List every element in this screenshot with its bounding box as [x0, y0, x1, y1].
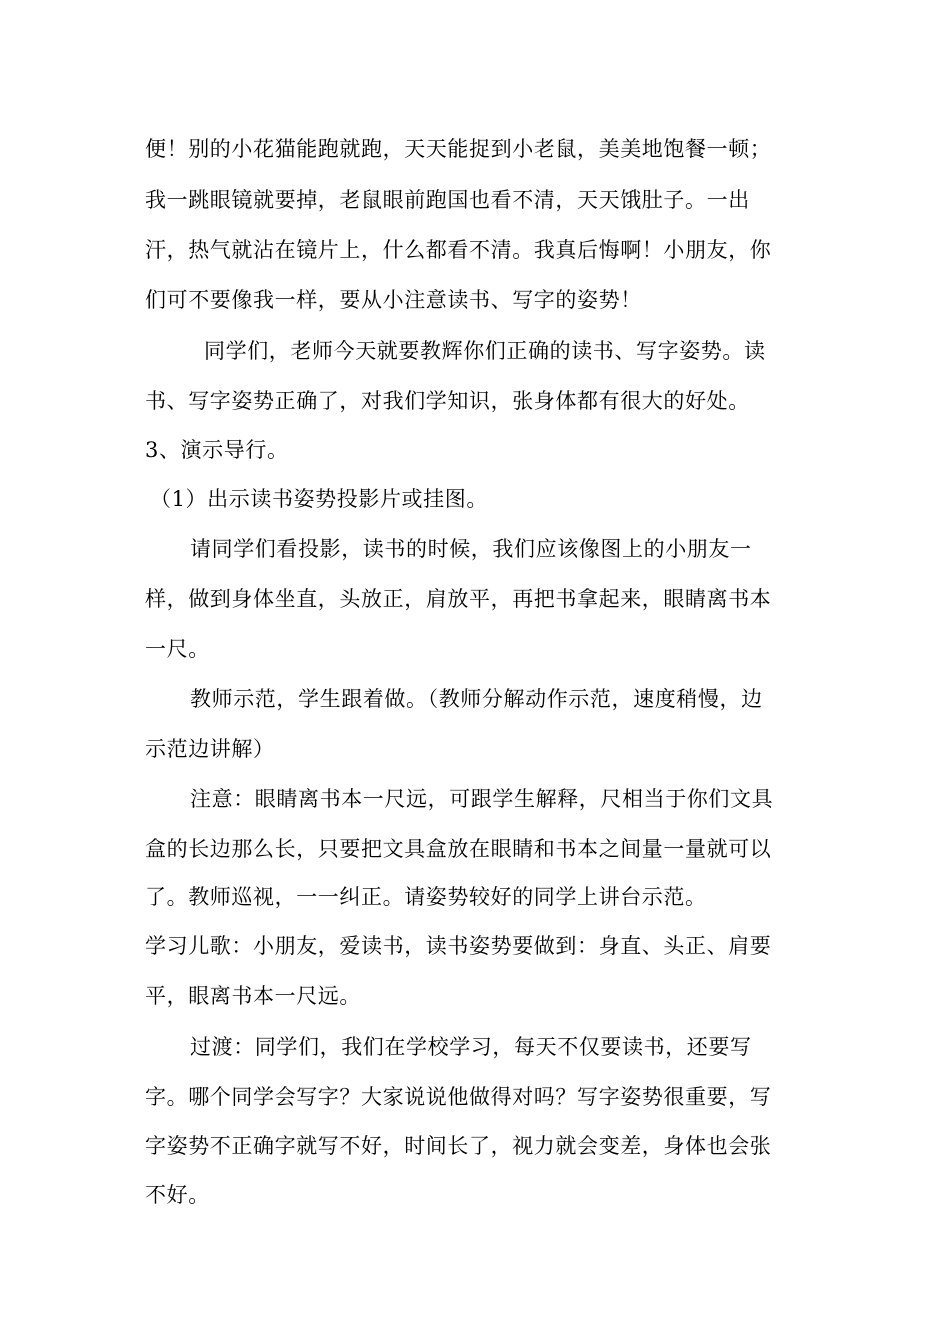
text-line: 过渡：同学们，我们在学校学习，每天不仅要读书，还要写 [190, 1035, 752, 1059]
text-line: 汗，热气就沾在镜片上，什么都看不清。我真后悔啊！小朋友，你 [145, 238, 772, 262]
text-line: 示范边讲解） [145, 737, 275, 761]
text-line: 同学们，老师今天就要教辉你们正确的读书、写字姿势。读 [204, 339, 766, 363]
text-line: 平，眼离书本一尺远。 [145, 984, 361, 1008]
text-line: 教师示范，学生跟着做。（教师分解动作示范，速度稍慢，边 [190, 687, 763, 711]
text-line: 请同学们看投影，读书的时候，我们应该像图上的小朋友一 [190, 537, 752, 561]
text-line: 们可不要像我一样，要从小注意读书、写字的姿势！ [145, 288, 642, 312]
text-line: 字姿势不正确字就写不好，时间长了，视力就会变差，身体也会张 [145, 1134, 772, 1158]
text-line: 学习儿歌：小朋友，爱读书，读书姿势要做到：身直、头正、肩要 [145, 934, 772, 958]
text-line: （1）出示读书姿势投影片或挂图。 [150, 487, 488, 511]
text-line: 便！别的小花猫能跑就跑，天天能捉到小老鼠，美美地饱餐一顿； [145, 137, 772, 161]
text-line: 我一跳眼镜就要掉，老鼠眼前跑国也看不清，天天饿肚子。一出 [145, 188, 750, 212]
text-line: 注意：眼睛离书本一尺远，可跟学生解释，尺相当于你们文具 [190, 787, 774, 811]
text-line: 字。哪个同学会写字？大家说说他做得对吗？写字姿势很重要，写 [145, 1085, 772, 1109]
text-line: 样，做到身体坐直，头放正，肩放平，再把书拿起来，眼睛离书本 [145, 587, 772, 611]
text-line: 不好。 [145, 1183, 210, 1207]
text-line: 3、演示导行。 [145, 438, 289, 462]
text-line: 书、写字姿势正确了，对我们学知识，张身体都有很大的好处。 [145, 389, 750, 413]
text-line: 了。教师巡视，一一纠正。请姿势较好的同学上讲台示范。 [145, 885, 707, 909]
text-line: 一尺。 [145, 637, 210, 661]
text-line: 盒的长边那么长，只要把文具盒放在眼睛和书本之间量一量就可以 [145, 837, 772, 861]
